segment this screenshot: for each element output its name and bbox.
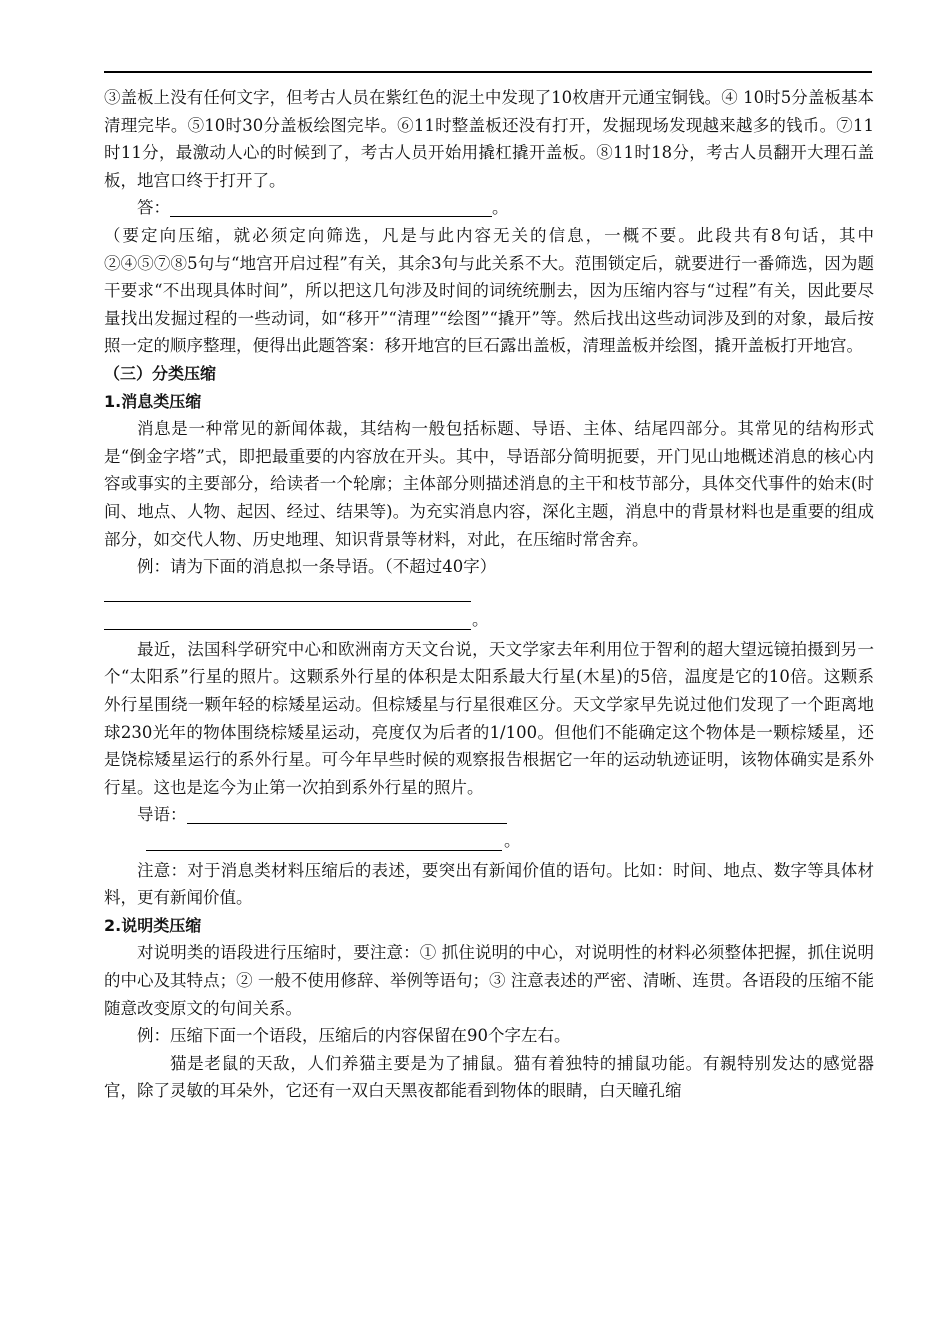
blank-row-1 bbox=[104, 581, 874, 609]
section-heading: （三）分类压缩 bbox=[104, 363, 217, 383]
example-prompt-2: 例：压缩下面一个语段，压缩后的内容保留在90个字左右。 bbox=[137, 1026, 571, 1046]
example-prompt-1: 例：请为下面的消息拟一条导语。（不超过40字） bbox=[137, 557, 497, 577]
paragraph-explanatory-intro: 对说明类的语段进行压缩时，要注意：① 抓住说明的中心，对说明性的材料必须整体把握，抓住说明的中心及其特点；② 一般不使用修辞、举例等语句；③ 注意表述的严密、清晰、连贯。各语段的压缩不能随意改变原文的句间关系。 bbox=[104, 943, 874, 1018]
blank-line-1 bbox=[104, 583, 471, 602]
lead-blank-2 bbox=[146, 832, 502, 851]
answer-line bbox=[104, 194, 874, 222]
lead-period: 。 bbox=[504, 831, 521, 851]
lead-label: 导语： bbox=[137, 805, 187, 825]
paragraph-news-intro: 消息是一种常见的新闻体裁，其结构一般包括标题、导语、主体、结尾四部分。其常见的结构形式是“倒金字塔”式，即把最重要的内容放在开头。其中，导语部分简明扼要，开门见山地概述消息的核心内容或事实的主要部分，给读者一个轮廓；主体部分则描述消息的主干和枝节部分，具体交代事件的始末(时间、地点、人物、起因、经过、结果等)。为充实消息内容，深化主题，消息中的背景材料也是重要的组成部分，如交代人物、历史地理、知识背景等材料，对此，在压缩时常舍弃。 bbox=[104, 419, 874, 549]
blank-row-2 bbox=[104, 608, 874, 636]
paragraph-news-material: 最近，法国科学研究中心和欧洲南方天文台说，天文学家去年利用位于智利的超大望远镜拍摄到另一个“太阳系”行星的照片。这颗系外行星的体积是太阳系最大行星(木星)的5倍，温度是它的10倍。这颗系外行星围绕一颗年轻的棕矮星运动。但棕矮星与行星很难区分。天文学家早先说过他们发现了一个距离地球230光年的物体围绕棕矮星运动，亮度仅为后者的1/100。但他们不能确定这个物体是一颗棕矮星，还是饶棕矮星运行的系外行星。可今年早些时候的观察报告根据它一年的运动轨迹证明，该物体确实是系外行星。这也是迄今为止第一次拍到系外行星的照片。 bbox=[104, 639, 874, 797]
blank-line-2 bbox=[104, 611, 471, 630]
subheading-explanatory: 2.说明类压缩 bbox=[104, 915, 202, 935]
paragraph-note: 注意：对于消息类材料压缩后的表述，要突出有新闻价值的语句。比如：时间、地点、数字等具体材料，更有新闻价值。 bbox=[104, 860, 874, 908]
answer-blank bbox=[170, 198, 492, 217]
subheading-news: 1.消息类压缩 bbox=[104, 391, 202, 411]
paragraph-sequence-items: ③盖板上没有任何文字，但考古人员在紫红色的泥土中发现了10枚唐开元通宝铜钱。④ 10时5分盖板基本清理完毕。⑤10时30分盖板绘图完毕。⑥11时整盖板还没有打开，发掘现场发现越来越多的钱币。⑦11时11分，最激动人心的时候到了，考古人员开始用撬杠撬开盖板。⑧11时18分，考古人员翻开大理石盖板，地宫口终于打开了。 bbox=[104, 88, 874, 190]
answer-label: 答： bbox=[137, 198, 170, 218]
answer-period: 。 bbox=[492, 198, 509, 218]
paragraph-explanation: （要定向压缩，就必须定向筛选，凡是与此内容无关的信息，一概不要。此段共有8句话，其中②④⑤⑦⑧5句与“地宫开启过程”有关，其余3句与此关系不大。范围锁定后，就要进行一番筛选，因为题干要求“不出现具体时间”，所以把这几句涉及时间的词统统删去，因为压缩内容与“过程”有关，因此要尽量找出发掘过程的一些动词，如“移开”“清理”“绘图”“撬开”等。然后找出这些动词涉及到的对象，最后按照一定的顺序整理，便得出此题答案：移开地宫的巨石露出盖板，清理盖板并绘图，撬开盖板打开地宫。 bbox=[104, 225, 874, 356]
header-rule bbox=[104, 71, 872, 73]
paragraph-cat-material: 猫是老鼠的天敌，人们养猫主要是为了捕鼠。猫有着独特的捕鼠功能。有親特别发达的感觉器官，除了灵敏的耳朵外，它还有一双白天黑夜都能看到物体的眼睛，白天瞳孔缩 bbox=[104, 1053, 874, 1101]
document-body bbox=[104, 84, 874, 1105]
blank-period: 。 bbox=[472, 610, 489, 630]
lead-row-2 bbox=[104, 829, 874, 857]
lead-line bbox=[104, 801, 874, 829]
lead-blank bbox=[187, 805, 507, 824]
